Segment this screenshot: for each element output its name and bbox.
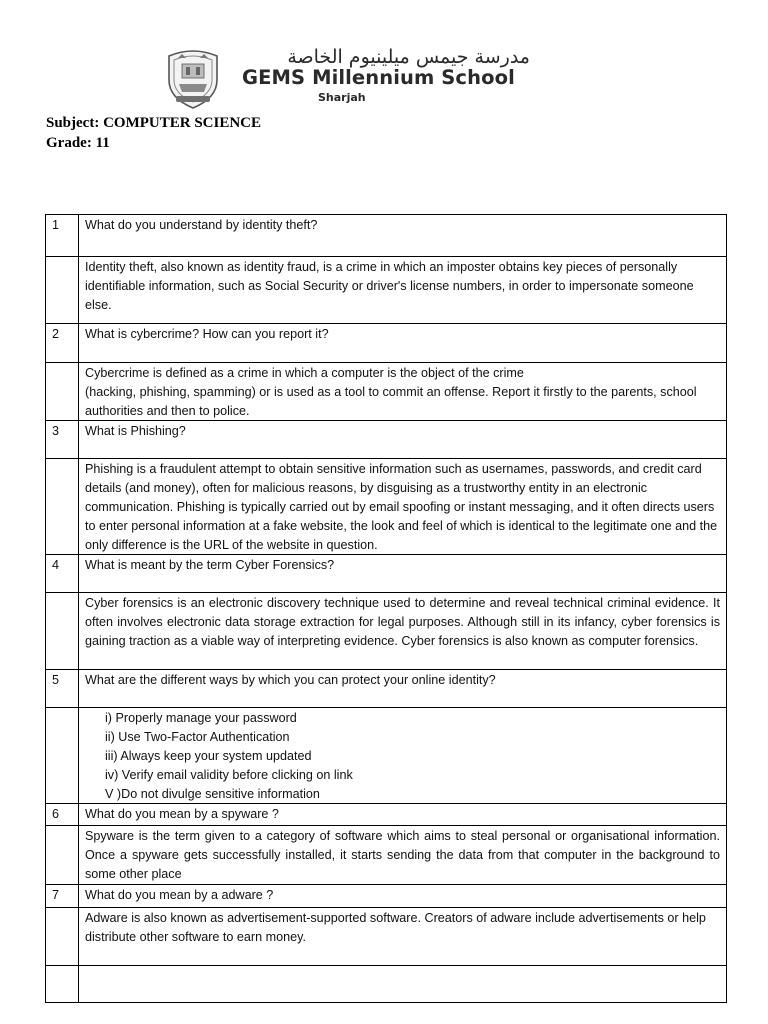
question-text: What do you understand by identity theft? xyxy=(79,215,727,257)
question-text: What is meant by the term Cyber Forensics? xyxy=(79,555,727,593)
question-text: What are the different ways by which you can protect your online identity? xyxy=(79,670,727,708)
list-item: iv) Verify email validity before clicking on link xyxy=(105,767,353,782)
answer-number-cell xyxy=(46,257,79,324)
answer-text: Cyber forensics is an electronic discovery technique used to determine and reveal technical criminal evidence. It often involves electronic data storage extraction for legal purposes. Although still in its infancy, cyber forensics is gaining traction as a viable way of interpreting evidence. Cyber forensics is also known as computer forensics. xyxy=(79,593,727,670)
question-number: 5 xyxy=(46,670,79,708)
empty-cell xyxy=(79,966,727,1003)
subject-line: Subject: COMPUTER SCIENCE xyxy=(46,115,262,131)
school-name: GEMS Millennium School xyxy=(242,66,515,89)
question-text: What is cybercrime? How can you report it? xyxy=(79,324,727,363)
list-item: iii) Always keep your system updated xyxy=(105,748,312,763)
empty-row xyxy=(46,966,727,1003)
answer-number-cell xyxy=(46,908,79,966)
question-row xyxy=(46,215,727,257)
list-item: V )Do not divulge sensitive information xyxy=(105,786,320,801)
question-number: 2 xyxy=(46,324,79,363)
question-number: 4 xyxy=(46,555,79,593)
school-city: Sharjah xyxy=(318,91,366,104)
empty-cell xyxy=(46,966,79,1003)
list-item: i) Properly manage your password xyxy=(105,711,297,726)
answer-number-cell xyxy=(46,459,79,555)
answer-cell xyxy=(79,363,727,421)
answer-text: Spyware is the term given to a category of software which aims to steal personal or organisational information. Once a spyware gets successfully installed, it starts sending the data from that computer in the background to some other place xyxy=(79,826,727,885)
question-number: 7 xyxy=(46,885,79,908)
grade-line: Grade: 11 xyxy=(46,135,110,151)
school-crest-icon xyxy=(164,46,222,110)
answer-number-cell xyxy=(46,593,79,670)
question-row xyxy=(46,421,727,459)
answer-row xyxy=(46,459,727,555)
answer-text-line: (hacking, phishing, spamming) or is used as a tool to commit an offense. Report it firstly to the parents, school authorities and then to police. xyxy=(85,384,697,418)
answer-row xyxy=(46,593,727,670)
answer-number-cell xyxy=(46,708,79,804)
question-number: 3 xyxy=(46,421,79,459)
question-text: What is Phishing? xyxy=(79,421,727,459)
question-number: 6 xyxy=(46,804,79,826)
qa-table xyxy=(45,214,727,1003)
question-text: What do you mean by a spyware ? xyxy=(79,804,727,826)
answer-text: Identity theft, also known as identity fraud, is a crime in which an imposter obtains key pieces of personally identifiable information, such as Social Security or driver's license numbers, in order to impersonate someone else. xyxy=(79,257,727,324)
answer-row xyxy=(46,708,727,804)
question-row xyxy=(46,885,727,908)
answer-text: Phishing is a fraudulent attempt to obtain sensitive information such as usernames, passwords, and credit card details (and money), often for malicious reasons, by disguising as a trustworthy entity in an electronic communication. Phishing is typically carried out by email spoofing or instant messaging, and it often directs users to enter personal information at a fake website, the look and feel of which is identical to the legitimate one and the only difference is the URL of the website in question. xyxy=(79,459,727,555)
question-row xyxy=(46,670,727,708)
answer-row xyxy=(46,363,727,421)
question-row xyxy=(46,555,727,593)
answer-text-line: Cybercrime is defined as a crime in which a computer is the object of the crime xyxy=(85,366,524,380)
answer-row xyxy=(46,826,727,885)
question-number: 1 xyxy=(46,215,79,257)
answer-number-cell xyxy=(46,363,79,421)
question-row xyxy=(46,804,727,826)
school-name-arabic: مدرسة جيمس ميلينيوم الخاصة xyxy=(287,46,530,68)
question-text: What do you mean by a adware ? xyxy=(79,885,727,908)
list-item: ii) Use Two-Factor Authentication xyxy=(105,730,290,745)
answer-list xyxy=(79,708,727,804)
question-row xyxy=(46,324,727,363)
answer-row xyxy=(46,908,727,966)
answer-number-cell xyxy=(46,826,79,885)
answer-row xyxy=(46,257,727,324)
answer-text: Adware is also known as advertisement-supported software. Creators of adware include advertisements or help distribute other software to earn money. xyxy=(79,908,727,966)
